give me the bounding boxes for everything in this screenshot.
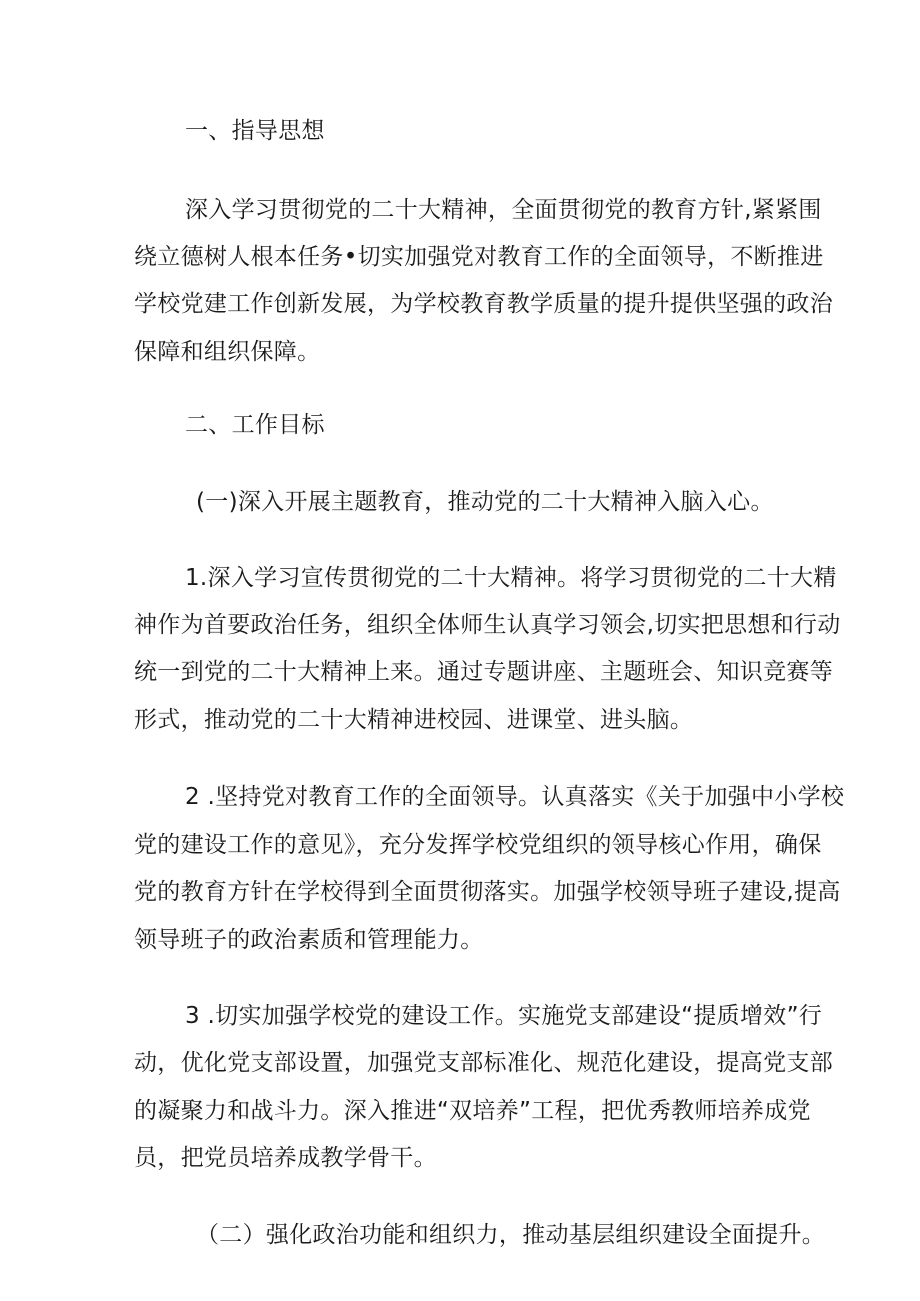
paragraph-line: 党的建设工作的意见》，充分发挥学校党组织的领导核心作用，确保: [134, 832, 822, 858]
subheading-theme-education: (一)深入开展主题教育，推动党的二十大精神入脑入心。: [196, 489, 774, 515]
section-heading-guiding-thought: 一、指导思想: [185, 118, 325, 144]
paragraph-line: 保障和组织保障。: [134, 339, 321, 365]
paragraph-line: 1.深入学习宣传贯彻党的二十大精神。将学习贯彻党的二十大精: [185, 565, 837, 591]
paragraph-line: 2 .坚持党对教育工作的全面领导。认真落实《关于加强中小学校: [185, 784, 845, 810]
section-heading-work-goals: 二、工作目标: [185, 412, 325, 438]
paragraph-line: 神作为首要政治任务，组织全体师生认真学习领会,切实把思想和行动: [134, 612, 841, 638]
paragraph-line: 深入学习贯彻党的二十大精神，全面贯彻党的教育方针,紧紧围: [185, 197, 822, 223]
paragraph-line: 3 .切实加强学校党的建设工作。实施党支部建设“提质增效”行: [185, 1003, 823, 1029]
paragraph-line: 绕立德树人根本任务•切实加强党对教育工作的全面领导，不断推进: [134, 244, 824, 270]
paragraph-line: 动，优化党支部设置，加强党支部标准化、规范化建设，提高党支部: [134, 1050, 833, 1076]
paragraph-line: 党的教育方针在学校得到全面贯彻落实。加强学校领导班子建设,提高: [134, 879, 841, 905]
paragraph-line: 员，把党员培养成教学骨干。: [134, 1145, 437, 1171]
paragraph-line: 学校党建工作创新发展，为学校教育教学质量的提升提供坚强的政治: [134, 291, 833, 317]
subheading-political-function: （二）强化政治功能和组织力，推动基层组织建设全面提升。: [196, 1222, 826, 1248]
paragraph-line: 形式，推动党的二十大精神进校园、进课堂、进头脑。: [134, 707, 694, 733]
paragraph-line: 统一到党的二十大精神上来。通过专题讲座、主题班会、知识竞赛等: [134, 659, 833, 685]
paragraph-line: 领导班子的政治素质和管理能力。: [134, 927, 484, 953]
paragraph-line: 的凝聚力和战斗力。深入推进“双培养”工程，把优秀教师培养成党: [134, 1098, 811, 1124]
